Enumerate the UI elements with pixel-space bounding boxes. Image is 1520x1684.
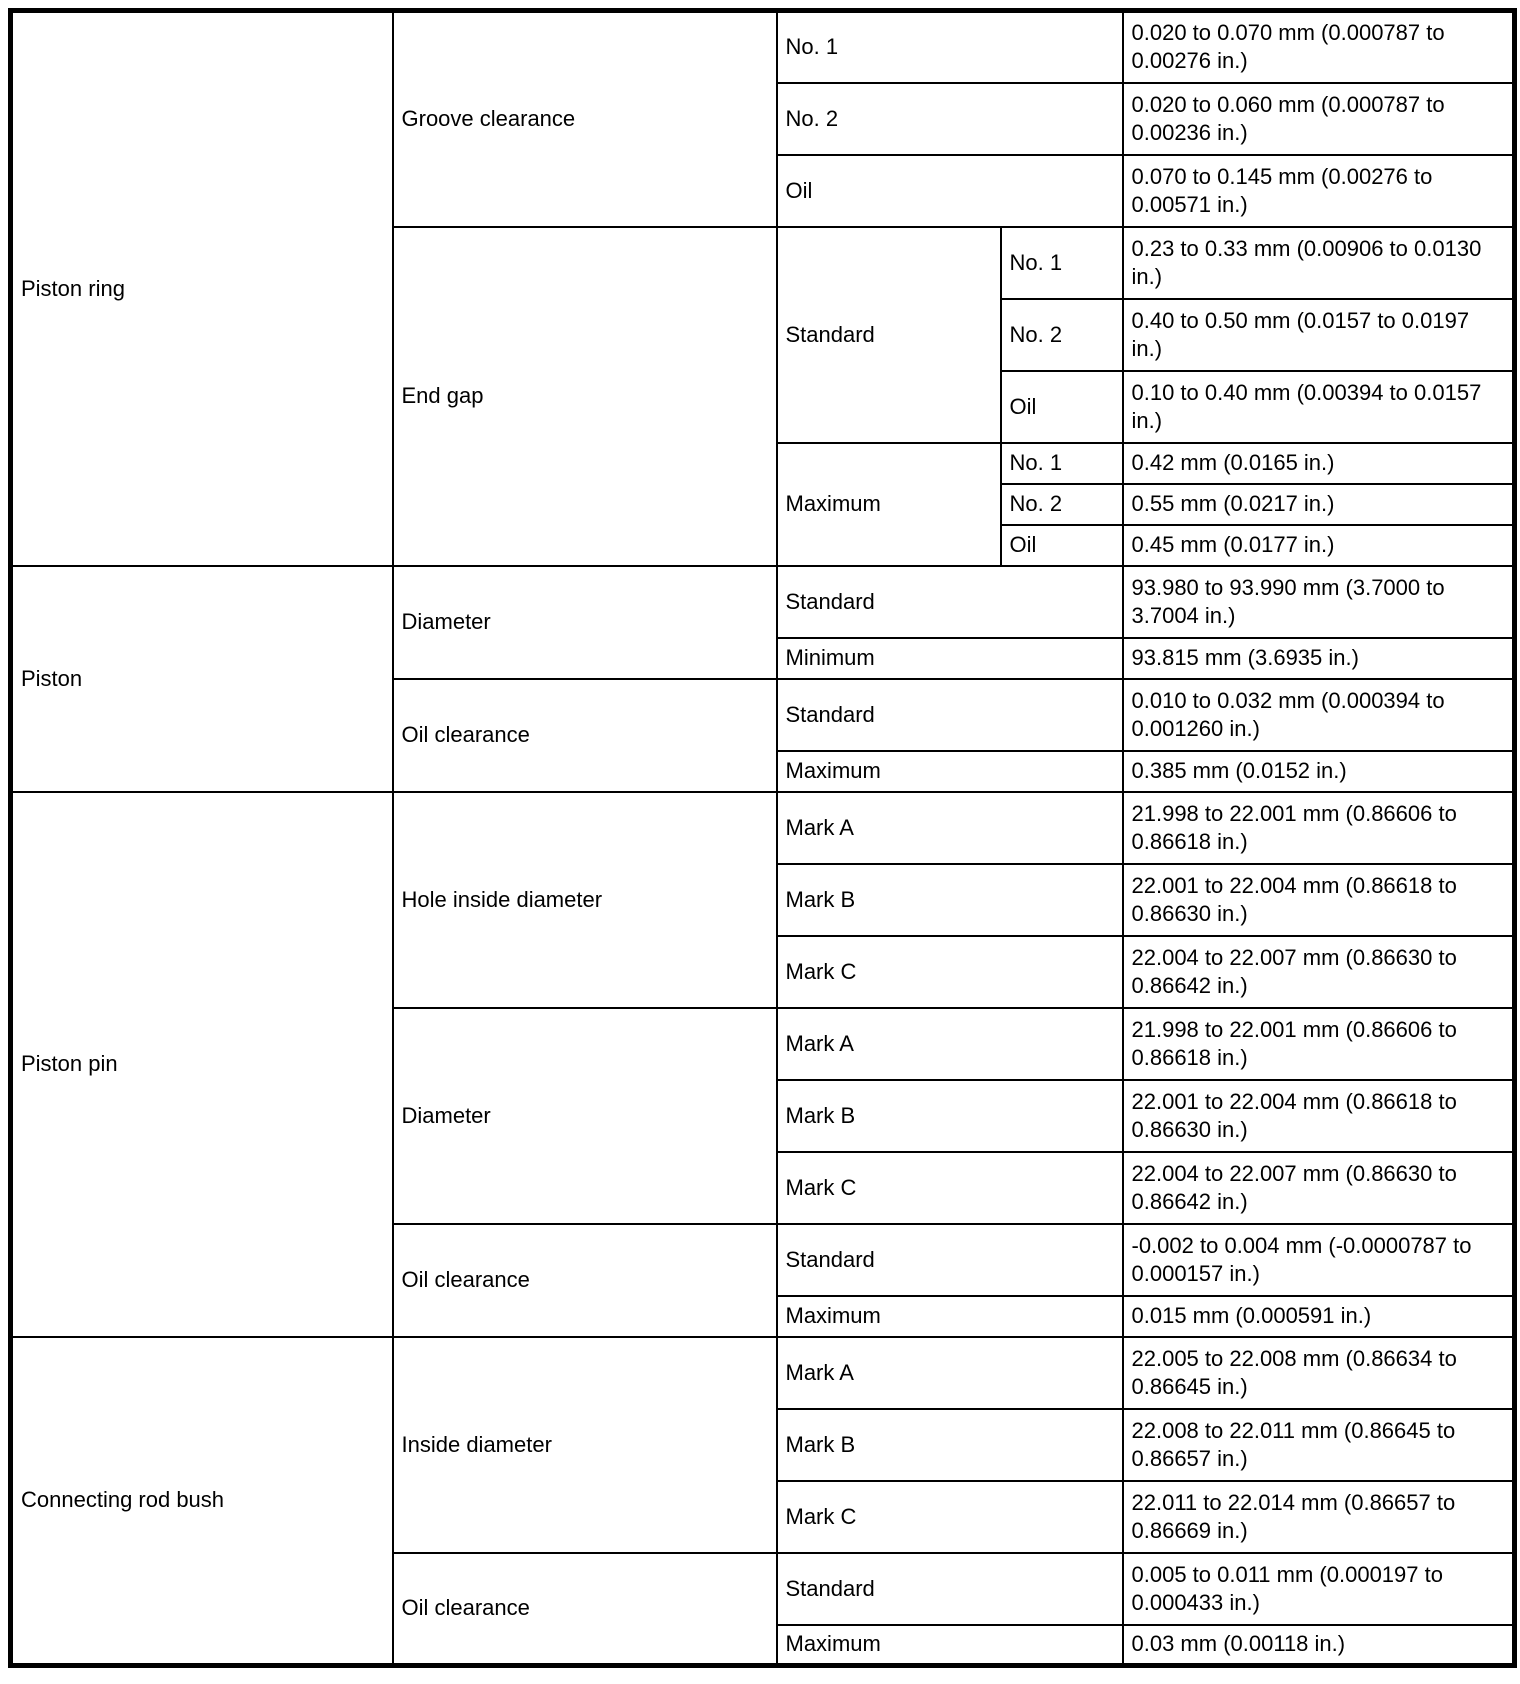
row-label: Oil — [1001, 371, 1123, 443]
row-label: Mark A — [777, 792, 1123, 864]
value-cell: 0.385 mm (0.0152 in.) — [1123, 751, 1515, 792]
value-cell: 0.45 mm (0.0177 in.) — [1123, 525, 1515, 566]
section-label: Piston pin — [11, 792, 393, 1337]
group-label: End gap — [393, 227, 777, 566]
value-cell: 0.005 to 0.011 mm (0.000197 to 0.000433 in.) — [1123, 1553, 1515, 1625]
row-label: No. 1 — [777, 11, 1123, 83]
group-label: Hole inside diameter — [393, 792, 777, 1008]
subgroup-label: Maximum — [777, 443, 1001, 566]
value-cell: 0.015 mm (0.000591 in.) — [1123, 1296, 1515, 1337]
row-label: Maximum — [777, 1296, 1123, 1337]
row-label: Standard — [777, 1553, 1123, 1625]
value-cell: 22.004 to 22.007 mm (0.86630 to 0.86642 in.) — [1123, 936, 1515, 1008]
group-label: Oil clearance — [393, 1553, 777, 1666]
row-label: Oil — [1001, 525, 1123, 566]
value-cell: 0.010 to 0.032 mm (0.000394 to 0.001260 in.) — [1123, 679, 1515, 751]
row-label: Mark A — [777, 1008, 1123, 1080]
value-cell: 0.40 to 0.50 mm (0.0157 to 0.0197 in.) — [1123, 299, 1515, 371]
row-label: Mark B — [777, 864, 1123, 936]
group-label: Oil clearance — [393, 1224, 777, 1337]
value-cell: 93.980 to 93.990 mm (3.7000 to 3.7004 in.) — [1123, 566, 1515, 638]
row-label: No. 1 — [1001, 443, 1123, 484]
group-label: Diameter — [393, 566, 777, 679]
value-cell: 0.020 to 0.070 mm (0.000787 to 0.00276 in.) — [1123, 11, 1515, 83]
row-label: No. 1 — [1001, 227, 1123, 299]
row-label: Mark A — [777, 1337, 1123, 1409]
value-cell: 0.42 mm (0.0165 in.) — [1123, 443, 1515, 484]
row-label: No. 2 — [777, 83, 1123, 155]
row-label: Mark C — [777, 1152, 1123, 1224]
row-label: No. 2 — [1001, 299, 1123, 371]
value-cell: 21.998 to 22.001 mm (0.86606 to 0.86618 in.) — [1123, 1008, 1515, 1080]
row-label: Mark C — [777, 936, 1123, 1008]
value-cell: 0.020 to 0.060 mm (0.000787 to 0.00236 in.) — [1123, 83, 1515, 155]
value-cell: 0.03 mm (0.00118 in.) — [1123, 1625, 1515, 1666]
value-cell: 93.815 mm (3.6935 in.) — [1123, 638, 1515, 679]
row-label: Minimum — [777, 638, 1123, 679]
value-cell: 22.005 to 22.008 mm (0.86634 to 0.86645 in.) — [1123, 1337, 1515, 1409]
row-label: Standard — [777, 566, 1123, 638]
row-label: Maximum — [777, 1625, 1123, 1666]
group-label: Oil clearance — [393, 679, 777, 792]
value-cell: 22.001 to 22.004 mm (0.86618 to 0.86630 in.) — [1123, 864, 1515, 936]
group-label: Groove clearance — [393, 11, 777, 227]
value-cell: 21.998 to 22.001 mm (0.86606 to 0.86618 in.) — [1123, 792, 1515, 864]
value-cell: 0.070 to 0.145 mm (0.00276 to 0.00571 in.) — [1123, 155, 1515, 227]
value-cell: 22.008 to 22.011 mm (0.86645 to 0.86657 in.) — [1123, 1409, 1515, 1481]
value-cell: -0.002 to 0.004 mm (-0.0000787 to 0.000157 in.) — [1123, 1224, 1515, 1296]
group-label: Diameter — [393, 1008, 777, 1224]
row-label: Standard — [777, 679, 1123, 751]
value-cell: 22.011 to 22.014 mm (0.86657 to 0.86669 in.) — [1123, 1481, 1515, 1553]
value-cell: 22.001 to 22.004 mm (0.86618 to 0.86630 in.) — [1123, 1080, 1515, 1152]
section-label: Piston ring — [11, 11, 393, 566]
subgroup-label: Standard — [777, 227, 1001, 443]
value-cell: 0.55 mm (0.0217 in.) — [1123, 484, 1515, 525]
row-label: Mark B — [777, 1409, 1123, 1481]
row-label: Standard — [777, 1224, 1123, 1296]
group-label: Inside diameter — [393, 1337, 777, 1553]
specifications-table — [8, 8, 1517, 1668]
row-label: Maximum — [777, 751, 1123, 792]
row-label: Oil — [777, 155, 1123, 227]
value-cell: 0.23 to 0.33 mm (0.00906 to 0.0130 in.) — [1123, 227, 1515, 299]
section-label: Piston — [11, 566, 393, 792]
row-label: Mark C — [777, 1481, 1123, 1553]
row-label: Mark B — [777, 1080, 1123, 1152]
row-label: No. 2 — [1001, 484, 1123, 525]
value-cell: 22.004 to 22.007 mm (0.86630 to 0.86642 in.) — [1123, 1152, 1515, 1224]
section-label: Connecting rod bush — [11, 1337, 393, 1666]
value-cell: 0.10 to 0.40 mm (0.00394 to 0.0157 in.) — [1123, 371, 1515, 443]
